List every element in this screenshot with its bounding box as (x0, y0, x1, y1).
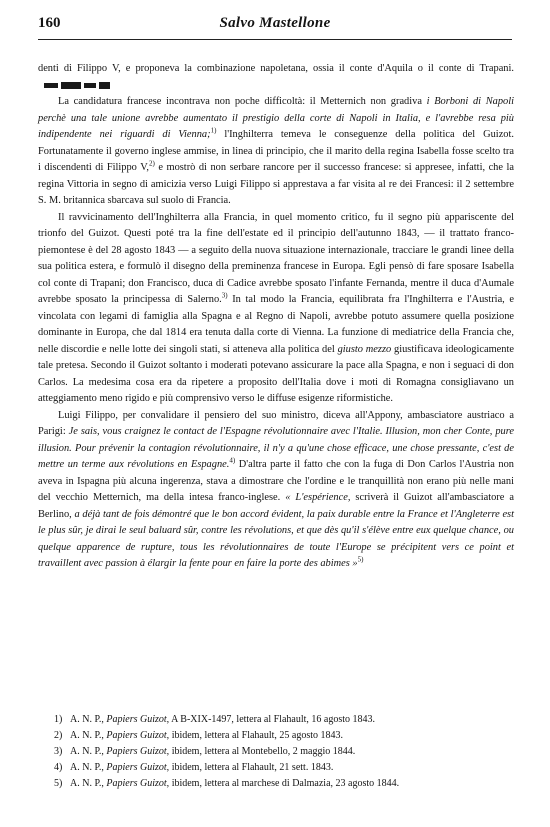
footnote-number: 1) (54, 714, 63, 725)
italic-text: « L'espérience, (285, 492, 351, 503)
footnotes (38, 712, 514, 792)
footnote-number: 5) (54, 778, 63, 789)
italic-text: Je sais, vous craignez le contact de l'Espagne révolutionnaire avec l'Italie. Illusion, mon cher Conte, pure illusion. Pour prévenir la contagion révolutionnaire, il n'y a qu'une chose efficace, une chose pressante, c'est de mettre un terme aux révolutions en Espagne. (38, 426, 514, 470)
body-text (38, 61, 514, 573)
text-segment: e mostrò di non serbare rancore per il successo francese: si appresee, infatti, che la regina Vittoria in segno di amicizia verso Luigi Filippo si apprestava a far visita al re dei Francesi: il 2 settembre S. M. britannica sbarcava sul suolo di Francia. (38, 162, 515, 206)
paragraph (38, 61, 514, 94)
redaction-mark (44, 81, 110, 90)
text-segment: In tal modo la Francia, equilibrata fra l'Inghilterra e l'Austria, e vincolata con legami di famiglia alla Spagna e al Regno di Napoli, avrebbe potuto assumere quella posizione dominante in Europa, che dal 1814 era tenuta dalla corte di Vienna. La funzione di mediatrice della Francia che, nelle discordie e nelle lotte dei singoli stati, si atteneva alla politica del (38, 294, 514, 355)
footnote-detail: ibidem, lettera al marchese di Dalmazia, 23 agosto 1844. (169, 778, 400, 789)
footnote (38, 776, 514, 792)
footnote-collection: Papiers Guizot, (106, 730, 170, 741)
footnote-ref: 1) (210, 126, 217, 135)
header-rule (38, 39, 512, 40)
footnote (38, 744, 514, 760)
footnote-collection: Papiers Guizot, (106, 746, 170, 757)
text-segment: La candidatura francese incontrava non poche difficoltà: il Metternich non gradiva (58, 96, 427, 107)
footnote (38, 760, 514, 776)
footnote-detail: ibidem, lettera al Flahault, 21 sett. 1843. (169, 762, 334, 773)
footnote-detail: A B-XIX-1497, lettera al Flahault, 16 agosto 1843. (169, 714, 375, 725)
italic-text: i Borboni di Napoli perchè una tale unione avrebbe aumentato il prestigio della corte di Napoli in Italia, e l'avrebbe resa più indipendente nei riguardi di Vienna; (38, 96, 514, 140)
footnote-collection: Papiers Guizot, (106, 762, 170, 773)
page-header (38, 15, 512, 37)
footnote-ref: 3) (221, 291, 228, 300)
footnote-source: A. N. P., (70, 746, 107, 757)
text-segment: giustificava ideologicamente tale pretesa. Secondo il Guizot soltanto i moderati potevano assicurare la pace alla Spagna, e non i seguaci di don Carlos. La medesima cosa era da ripetere a proposito dell'Italia dove i moti di Romagna consigliavano un atteggiamento meno rigido e più comprensivo verso le diffuse esigenze riformistiche. (38, 343, 514, 404)
text-segment: Il ravvicinamento dell'Inghilterra alla Francia, in quel momento critico, fu il segno più appariscente del trionfo del Guizot. Questi poté tra la fine dell'estate ed il principio dell'autunno 1843, — il trattato franco-piemontese è del 28 agosto 1843 — a seguito della nuova situazione internazionale, tracciare le grandi linee della sua politica estera, e formulò il disegno della preminenza francese in Europa. Egli pensò di fare sposare Isabella col conte di Trapani; don Francisco, duca di Cadice avrebbe sposato l'infante Fernanda, mentre il duca d'Aumale avrebbe sposato la principessa di Salerno. (38, 211, 514, 305)
paragraph (38, 408, 514, 573)
italic-text: giusto mezzo (337, 343, 392, 355)
footnote-source: A. N. P., (70, 762, 107, 773)
text-segment: scriverà il Guizot all'ambasciatore a Berlino, (38, 492, 514, 520)
footnote-detail: ibidem, lettera al Montebello, 2 maggio 1844. (169, 746, 356, 757)
italic-text: a déjà tant de fois démontré que le bon accord évident, la paix durable entre la France et l'Angleterre est le plus sûr, je dirai le seul baluard sûr, contre les révolutions, et que dès qu'il s'élève entre eux quelque chance, ou quelque apparence de rupture, tous les révolutionnaires de toute l'Europe se précipitent vers ce point et travaillent avec passion à élargir la fente pour en faire la porte des abimes » (38, 508, 514, 569)
page-number: 160 (38, 15, 61, 31)
text-segment: Luigi Filippo, per convalidare il pensiero del suo ministro, diceva all'Appony, ambasciatore austriaco a Parigi: (38, 409, 514, 437)
footnote-detail: ibidem, lettera al Flahault, 25 agosto 1843. (169, 730, 344, 741)
footnote (38, 712, 514, 728)
running-title: Salvo Mastellone (219, 15, 331, 31)
paragraph (38, 94, 514, 210)
footnote-number: 3) (54, 746, 63, 757)
footnote-collection: Papiers Guizot, (106, 778, 170, 789)
footnote-ref: 5) (357, 555, 364, 564)
footnote (38, 728, 514, 744)
text-segment: denti di Filippo V, e proponeva la combinazione napoletana, ossia il conte d'Aquila o il conte di Trapani. (38, 63, 514, 74)
footnote-source: A. N. P., (70, 714, 107, 725)
footnote-number: 4) (54, 762, 63, 773)
footnote-source: A. N. P., (70, 778, 107, 789)
text-segment: D'altra parte il fatto che con la fuga di Don Carlos l'Austria non aveva in Ispagna più alcuna ingerenza, stava a dimostrare che l'ordine e le tranquillità non erano più nelle mani del vecchio Metternich, ma della intesa franco-inglese. (38, 459, 514, 503)
footnote-source: A. N. P., (70, 730, 107, 741)
footnote-ref: 2) (148, 159, 155, 168)
text-segment: l'Inghilterra temeva le conseguenze della politica del Guizot. Fortunatamente il governo inglese ammise, in linea di principio, che il marito della regina Isabella fosse scelto tra i discendenti di Filippo V, (38, 129, 514, 173)
footnote-ref: 4) (229, 456, 236, 465)
paragraph (38, 210, 514, 408)
footnote-collection: Papiers Guizot, (106, 714, 170, 725)
footnote-number: 2) (54, 730, 63, 741)
